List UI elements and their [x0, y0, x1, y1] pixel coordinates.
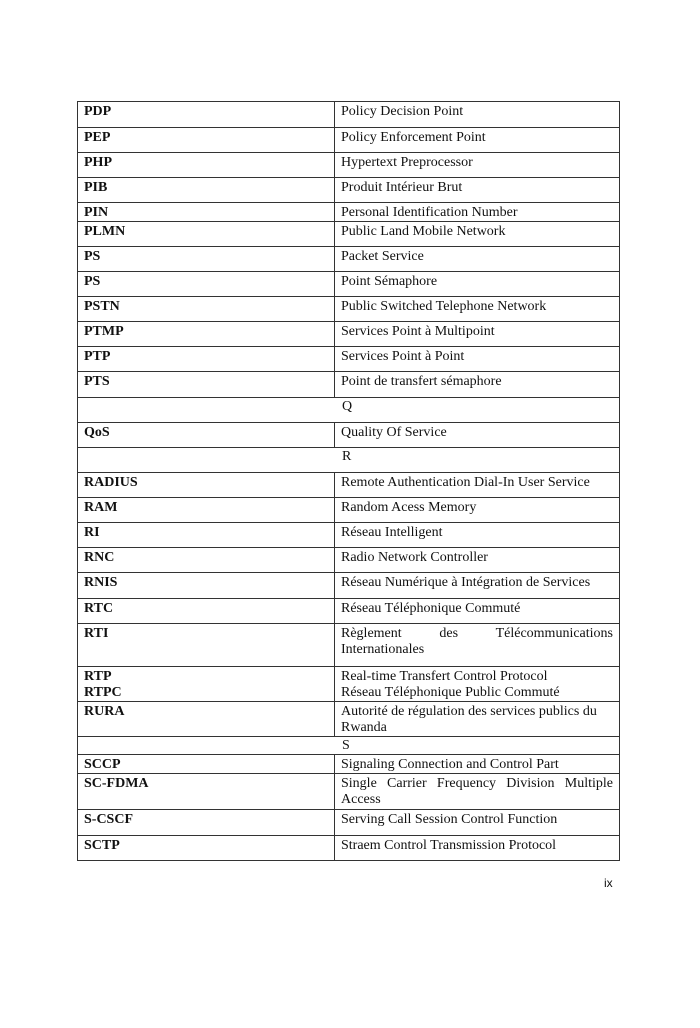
definition: Straem Control Transmission Protocol	[341, 838, 557, 853]
definition: Règlement des Télécommunications Internationales	[341, 626, 613, 657]
definition: Signaling Connection and Control Part	[341, 757, 559, 772]
table-row	[78, 473, 620, 498]
definition: Réseau Intelligent	[341, 525, 443, 540]
letter-row	[78, 737, 620, 755]
definition: Autorité de régulation des services publics du Rwanda	[341, 704, 597, 735]
definition-cell	[335, 247, 620, 272]
table-row	[78, 102, 620, 128]
table-row	[78, 498, 620, 523]
definition: Policy Enforcement Point	[341, 130, 486, 145]
abbreviation: SC-FDMA	[84, 776, 149, 791]
abbreviation-cell	[78, 372, 335, 398]
abbreviation: QoS	[84, 425, 110, 440]
definition: Réseau Téléphonique Public Commuté	[341, 685, 560, 700]
abbreviation-cell	[78, 810, 335, 836]
definition-cell	[335, 523, 620, 548]
definition: Services Point à Multipoint	[341, 324, 495, 339]
definition: Hypertext Preprocessor	[341, 155, 473, 170]
definition-cell	[335, 667, 620, 702]
table-row	[78, 755, 620, 774]
abbreviation: PTMP	[84, 324, 124, 339]
abbreviation: RAM	[84, 500, 118, 515]
definition-cell	[335, 810, 620, 836]
definition-cell	[335, 272, 620, 297]
abbreviation: RADIUS	[84, 475, 138, 490]
definition-cell	[335, 372, 620, 398]
abbreviation-cell	[78, 153, 335, 178]
definition: Remote Authentication Dial-In User Service	[341, 475, 590, 490]
page-number: ix	[604, 876, 613, 890]
definition-cell	[335, 423, 620, 448]
abbreviation: PTP	[84, 349, 111, 364]
abbreviation: PDP	[84, 104, 112, 119]
definition: Réseau Numérique à Intégration de Services	[341, 575, 591, 590]
abbreviation-cell	[78, 774, 335, 810]
definition-cell	[335, 836, 620, 861]
table-row	[78, 372, 620, 398]
abbreviation-cell	[78, 755, 335, 774]
definition: Public Land Mobile Network	[341, 224, 506, 239]
definition: Single Carrier Frequency Division Multiple Access	[341, 776, 613, 807]
abbreviation: PHP	[84, 155, 112, 170]
abbreviation: S-CSCF	[84, 812, 134, 827]
abbreviation-cell	[78, 222, 335, 247]
definition: Quality Of Service	[341, 425, 447, 440]
table-row	[78, 347, 620, 372]
definition-cell	[335, 702, 620, 737]
definition-cell	[335, 755, 620, 774]
abbreviation-cell	[78, 247, 335, 272]
definition: Serving Call Session Control Function	[341, 812, 558, 827]
abbreviation: PEP	[84, 130, 111, 145]
table-row	[78, 667, 620, 702]
abbreviation-cell	[78, 322, 335, 347]
abbreviations-table-body	[78, 102, 620, 861]
definition: Public Switched Telephone Network	[341, 299, 547, 314]
abbreviation: RTC	[84, 601, 114, 616]
abbreviation: RNIS	[84, 575, 118, 590]
abbreviation-cell	[78, 272, 335, 297]
definition-cell	[335, 322, 620, 347]
abbreviations-table	[77, 101, 620, 861]
table-row	[78, 836, 620, 861]
abbreviation: RI	[84, 525, 100, 540]
definition-cell	[335, 102, 620, 128]
table-row	[78, 272, 620, 297]
definition-cell	[335, 297, 620, 322]
abbreviation: PTS	[84, 374, 110, 389]
definition: Point Sémaphore	[341, 274, 438, 289]
section-letter: R	[78, 448, 620, 473]
abbreviation: RURA	[84, 704, 125, 719]
letter-row	[78, 448, 620, 473]
abbreviation: PS	[84, 249, 101, 264]
table-row	[78, 523, 620, 548]
abbreviation-cell	[78, 836, 335, 861]
letter-row	[78, 398, 620, 423]
abbreviation-cell	[78, 128, 335, 153]
definition: Random Acess Memory	[341, 500, 477, 515]
table-row	[78, 702, 620, 737]
definition-cell	[335, 347, 620, 372]
abbreviation-cell	[78, 203, 335, 222]
table-row	[78, 599, 620, 624]
definition-cell	[335, 178, 620, 203]
abbreviation-cell	[78, 573, 335, 599]
abbreviation: RTPC	[84, 685, 122, 700]
definition: Packet Service	[341, 249, 424, 264]
definition-cell	[335, 473, 620, 498]
definition-cell	[335, 774, 620, 810]
abbreviation-cell	[78, 548, 335, 573]
abbreviation-cell	[78, 178, 335, 203]
abbreviation: PIN	[84, 205, 109, 220]
table-row	[78, 222, 620, 247]
definition: Produit Intérieur Brut	[341, 180, 463, 195]
table-row	[78, 247, 620, 272]
abbreviation-cell	[78, 624, 335, 667]
definition-cell	[335, 222, 620, 247]
table-row	[78, 203, 620, 222]
abbreviation: RTI	[84, 626, 109, 641]
abbreviation: RNC	[84, 550, 115, 565]
abbreviation-cell	[78, 423, 335, 448]
table-row	[78, 774, 620, 810]
definition-cell	[335, 128, 620, 153]
definition-cell	[335, 153, 620, 178]
table-row	[78, 423, 620, 448]
definition: Radio Network Controller	[341, 550, 488, 565]
table-row	[78, 153, 620, 178]
table-row	[78, 548, 620, 573]
abbreviation-cell	[78, 473, 335, 498]
abbreviation-cell	[78, 667, 335, 702]
definition-cell	[335, 624, 620, 667]
definition: Réseau Téléphonique Commuté	[341, 601, 521, 616]
definition-cell	[335, 498, 620, 523]
abbreviation: SCCP	[84, 757, 121, 772]
definition-cell	[335, 599, 620, 624]
abbreviation: PIB	[84, 180, 108, 195]
table-row	[78, 810, 620, 836]
section-letter: S	[78, 737, 620, 755]
table-row	[78, 624, 620, 667]
table-row	[78, 573, 620, 599]
abbreviation-cell	[78, 102, 335, 128]
abbreviation: PLMN	[84, 224, 126, 239]
abbreviation-cell	[78, 347, 335, 372]
table-row	[78, 322, 620, 347]
definition-cell	[335, 548, 620, 573]
definition: Services Point à Point	[341, 349, 465, 364]
abbreviation: SCTP	[84, 838, 120, 853]
abbreviation-cell	[78, 599, 335, 624]
definition-cell	[335, 573, 620, 599]
definition-cell	[335, 203, 620, 222]
definition: Point de transfert sémaphore	[341, 374, 502, 389]
definition: Personal Identification Number	[341, 205, 518, 220]
abbreviation-cell	[78, 523, 335, 548]
table-row	[78, 178, 620, 203]
abbreviation: PS	[84, 274, 101, 289]
definition: Policy Decision Point	[341, 104, 464, 119]
table-row	[78, 297, 620, 322]
definition: Real-time Transfert Control Protocol	[341, 669, 548, 684]
abbreviation-cell	[78, 702, 335, 737]
abbreviation: RTP	[84, 669, 112, 684]
section-letter: Q	[78, 398, 620, 423]
abbreviation: PSTN	[84, 299, 120, 314]
abbreviation-cell	[78, 498, 335, 523]
table-row	[78, 128, 620, 153]
abbreviation-cell	[78, 297, 335, 322]
